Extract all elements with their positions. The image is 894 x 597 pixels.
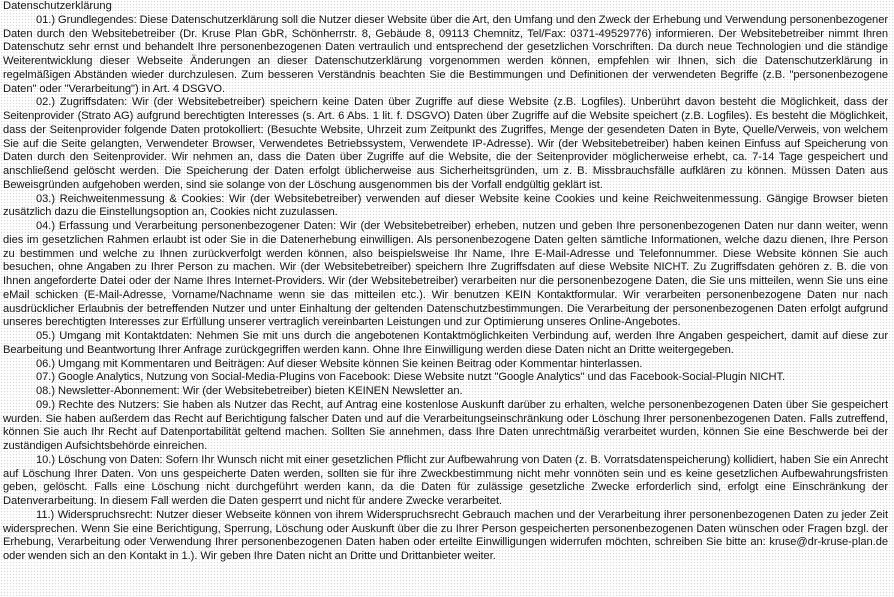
section-08-newsletter: 08.) Newsletter-Abonnement: Wir (der Websitebetreiber) bieten KEINEN Newsletter an.: [36, 385, 463, 398]
section-01-basics: 01.) Grundlegendes: Diese Datenschutzerklärung soll die Nutzer dieser Website über die Art, den Umfang und den Zweck der Erhebung und Verwendung personenbezogener Daten durch den Websitebetreiber (Dr. Kruse Plan GbR, Schönherrstr. 8, Gebäude 8, 09113 Chemnitz, Tel/Fax: 0371-49529776) informieren. Der Websitebetreiber nimmt Ihren Datenschutz sehr ernst und behandelt Ihre personenbezogenen Daten vertraulich und entsprechend der gesetzlichen Vorschriften. Da durch neue Technologien und die ständige Weiterentwicklung dieser Webseite Änderungen an dieser Datenschutzerklärung vorgenommen werden können, empfehlen wir Ihnen, sich die Datenschutzerklärung in regelmäßigen Abständen wieder durchzulesen. Zum besseren Verständnis beachten Sie die Bestimmungen und Definitionen der verwendeten Begriffe (z.B. "personenbezogene Daten" oder "Verarbeitung") in Art. 4 DSGVO.: [3, 13, 888, 95]
section-09-user-rights: 09.) Rechte des Nutzers: Sie haben als Nutzer das Recht, auf Antrag eine kostenlose Auskunft darüber zu erhalten, welche personenbezogenen Daten über Sie gespeichert wurden. Sie haben außerdem das Recht auf Berichtigung falscher Daten und auf die Verarbeitungseinschränkung oder Löschung Ihrer personenbezogenen Daten. Falls zutreffend, können Sie auch Ihr Recht auf Datenportabilität geltend machen. Sollten Sie annehmen, dass Ihre Daten unrechtmäßig verarbeitet wurden, können Sie eine Beschwerde bei der zuständigen Aufsichtsbehörde einreichen.: [3, 398, 888, 453]
document-title: Datenschutzerklärung: [3, 0, 112, 12]
section-02-access-data: 02.) Zugriffsdaten: Wir (der Websitebetreiber) speichern keine Daten über Zugriffe auf diese Website (z.B. Logfiles). Unberührt davon besteht die Möglichkeit, dass der Seitenprovider (Strato AG) aufgrund berechtigten Interesses (s. Art. 6 Abs. 1 lit. f. DSGVO) Daten über Zugriffe auf die Website speichert (z.B. Logfiles). Es besteht die Möglichkeit, dass der Seitenprovider folgende Daten protokolliert: (Besuchte Website, Uhrzeit zum Zeitpunkt des Zugriffes, Menge der gesendeten Daten in Byte, Quelle/Verweis, von welchem Sie auf die Seite gelangten, Verwendeter Browser, Verwendetes Betriebssystem, Verwendete IP-Adresse). Wir (der Websitebetreiber) haben keinen Einfuss auf Speicherung von Daten durch den Seitenprovider. Wir nehmen an, dass die Daten über Zugriffe auf die Website, die der Seitenprovider möglicherweise erhebt, ca. 7-14 Tage gespeichert und anschließend gelöscht werden. Die Speicherung der Daten erfolgt üblicherweise aus Sicherheitsgründen, um z. B. Missbrauchsfälle aufklären zu können. Müssen Daten aus Beweisgründen aufgehoben werden, sind sie solange von der Löschung ausgenommen bis der Vorfall endgültig geklärt ist.: [3, 96, 888, 191]
section-03-cookies: 03.) Reichweitenmessung & Cookies: Wir (der Websitebetreiber) verwenden auf dieser Website keine Cookies und keine Reichweitenmessung. Gängige Browser bieten zusätzlich dazu die Einstellungsoption an, Cookies nicht zuzulassen.: [3, 192, 888, 219]
section-07-analytics: 07.) Google Analytics, Nutzung von Social-Media-Plugins von Facebook: Diese Website nutzt "Google Analytics" und das Facebook-Social-Plugin NICHT.: [36, 371, 786, 384]
privacy-policy-document: [3, 0, 888, 564]
section-11-objection: 11.) Widerspruchsrecht: Nutzer dieser Webseite können von ihrem Widerspruchsrecht Gebrauch machen und der Verarbeitung ihrer personenbezogenen Daten zu jeder Zeit widersprechen. Wenn Sie eine Berichtigung, Sperrung, Löschung oder Auskunft über die zu Ihrer Person gespeicherten personenbezogenen Daten wünschen oder Fragen bzgl. der Erhebung, Verarbeitung oder Verwendung Ihrer personenbezogenen Daten haben oder erteilte Einwilligungen widerrufen möchten, schreiben Sie bitte an: kruse@dr-kruse-plan.de oder wenden sich an den Kontakt in 1.). Wir geben Ihre Daten nicht an Dritte und Drittanbieter weiter.: [3, 508, 888, 563]
section-04-personal-data: 04.) Erfassung und Verarbeitung personenbezogener Daten: Wir (der Websitebetreiber) erheben, nutzen und geben Ihre personenbezogenen Daten nur dann weiter, wenn dies im gesetzlichen Rahmen erlaubt ist oder Sie in die Datenerhebung einwilligen. Als personenbezogene Daten gelten sämtliche Informationen, welche dazu dienen, Ihre Person zu bestimmen und welche zu Ihnen zurückverfolgt werden können, also beispielsweise Ihr Name, Ihre E-Mail-Adresse und Telefonnummer. Diese Website können Sie auch besuchen, ohne Angaben zu Ihrer Person zu machen. Wir (der Websitebetreiber) speichern Ihre Zugriffsdaten auf diese Website NICHT. Zu Zugriffsdaten gehören z. B. die von Ihnen angeforderte Datei oder der Name Ihres Internet-Providers. Wir (der Websitebetreiber) verarbeiten nur die personenbezogene Daten, die Sie uns mitteilen, wenn Sie uns eine eMail schicken (E-Mail-Adresse, Vorname/Nachname wenn sie das mitteilen etc.). Wir benutzen KEIN Kontaktformular. Wir verarbeiten personenbezogene Daten nur nach ausdrücklicher Erlaubnis der betreffenden Nutzer und unter Einhaltung der geltenden Datenschutzbestimmungen. Die Verarbeitung der personenbezogenen Daten erfolgt aufgrund unseres berechtigten Interesses zur Erfüllung unserer vertraglich vereinbarten Leistungen und zur Optimierung unseres Online-Angebotes.: [3, 220, 888, 329]
section-06-comments: 06.) Umgang mit Kommentaren und Beiträgen: Auf dieser Website können Sie keinen Beitrag oder Kommentar hinterlassen.: [36, 357, 643, 370]
section-05-contact-data: 05.) Umgang mit Kontaktdaten: Nehmen Sie mit uns durch die angebotenen Kontaktmöglichkeiten Verbindung auf, werden Ihre Angaben gespeichert, damit auf diese zur Bearbeitung und Beantwortung Ihrer Anfrage zurückgegriffen werden kann. Ohne Ihre Einwilligung werden diese Daten nicht an Dritte weitergegeben.: [3, 330, 888, 356]
section-10-deletion: 10.) Löschung von Daten: Sofern Ihr Wunsch nicht mit einer gesetzlichen Pflicht zur Aufbewahrung von Daten (z. B. Vorratsdatenspeicherung) kollidiert, haben Sie ein Anrecht auf Löschung Ihrer Daten. Von uns gespeicherte Daten werden, sollten sie für ihre Zweckbestimmung nicht mehr vonnöten sein und es keine gesetzlichen Aufbewahrungsfristen geben, gelöscht. Falls eine Löschung nicht durchgeführt werden kann, da die Daten für zulässige gesetzliche Zwecke erforderlich sind, erfolgt eine Einschränkung der Datenverarbeitung. In diesem Fall werden die Daten gesperrt und nicht für andere Zwecke verarbeitet.: [3, 453, 888, 508]
